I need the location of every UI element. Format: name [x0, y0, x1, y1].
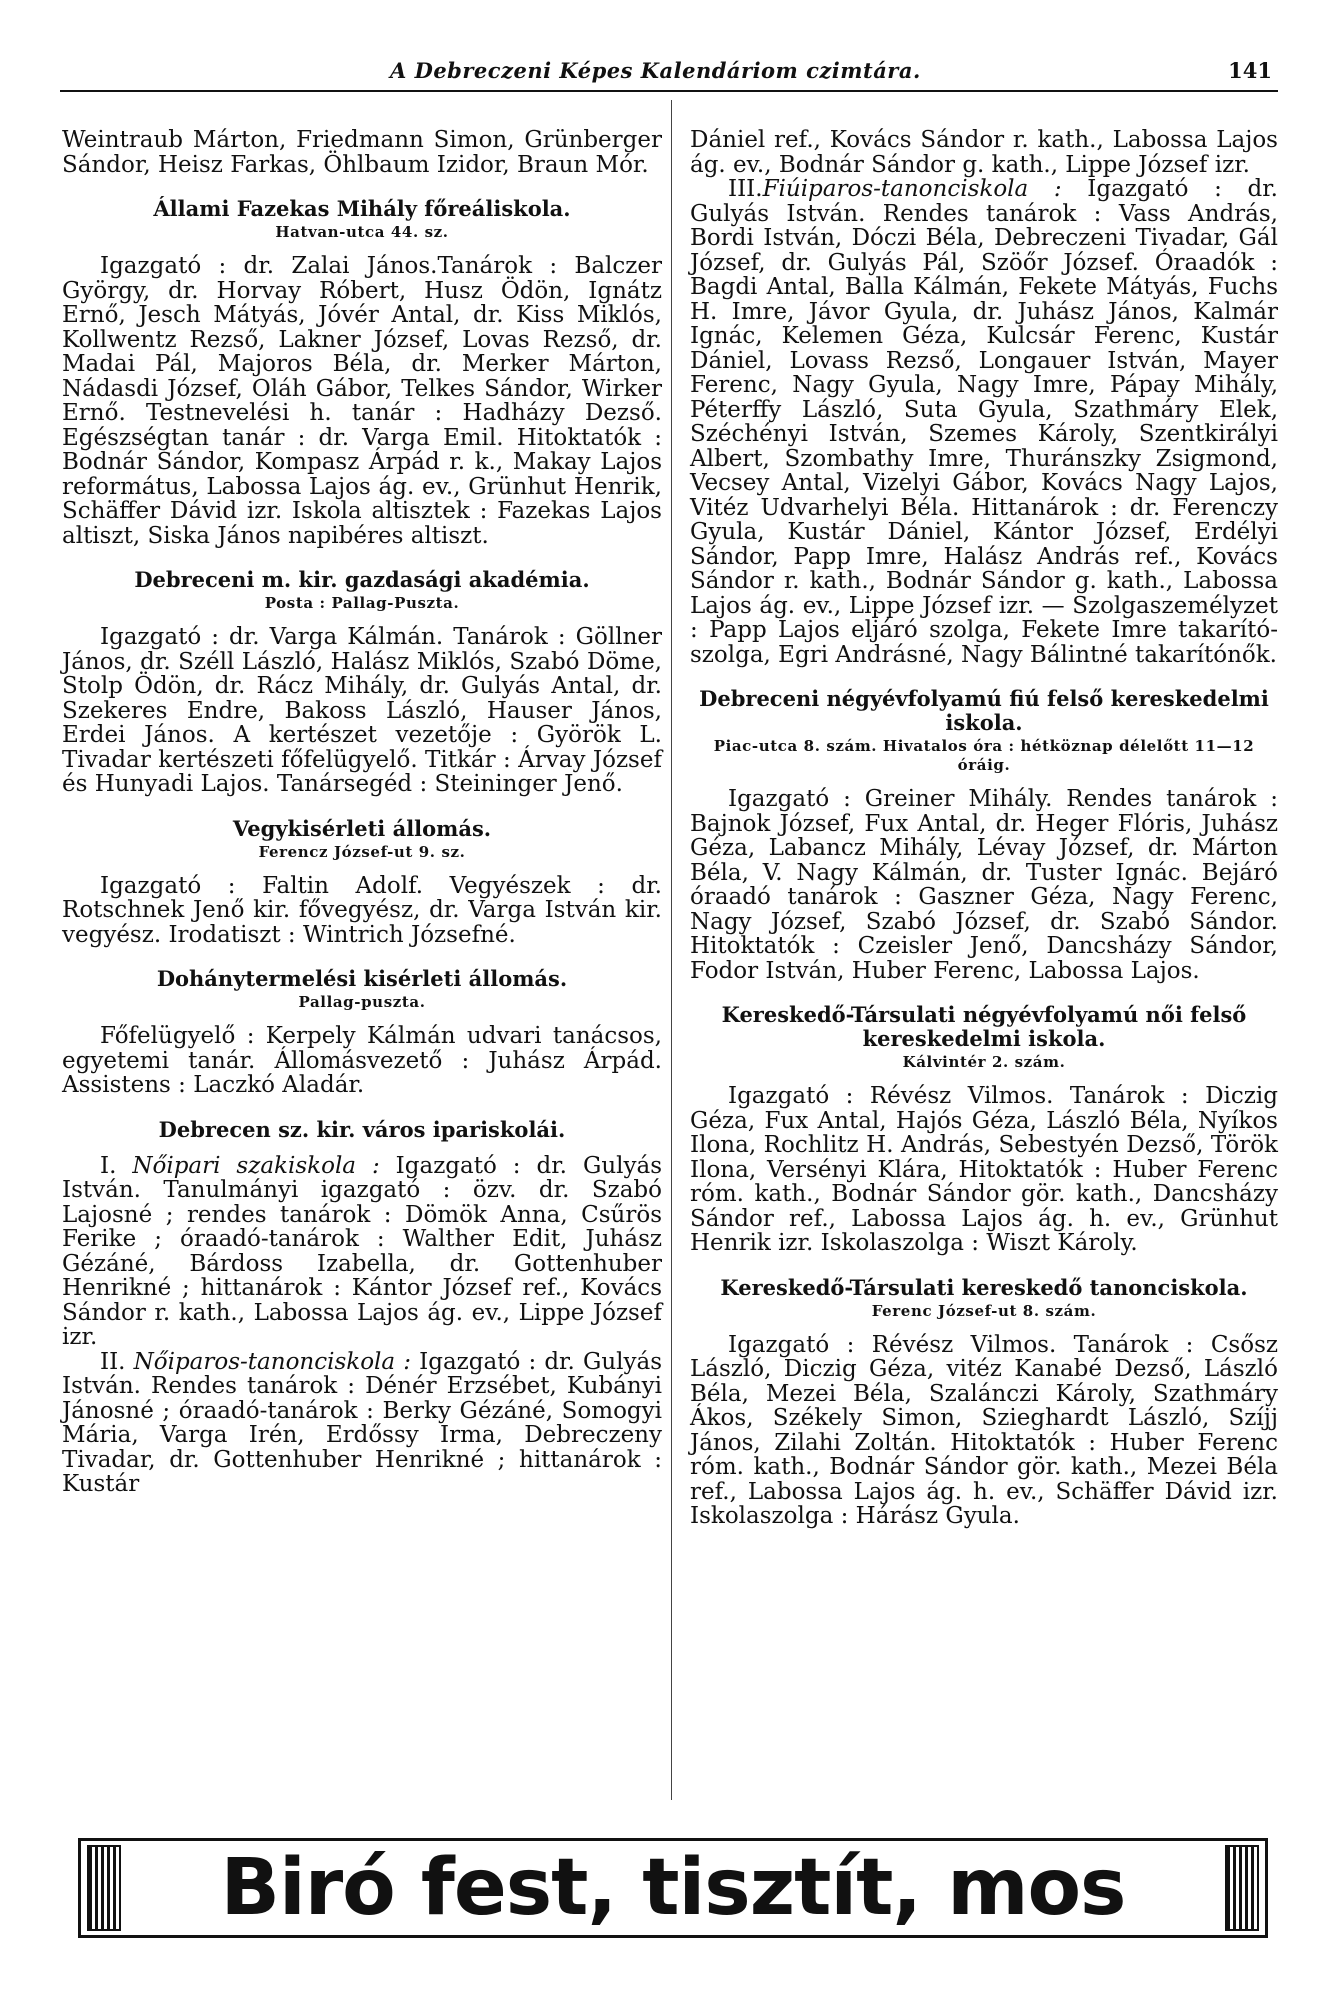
section-heading: Kereskedő-Társulati kereskedő tanonciskola.	[720, 1274, 1248, 1300]
advertisement-slogan: Biró fest, tisztít, mos	[220, 1843, 1126, 1933]
section-address: Pallag-puszta.	[298, 993, 426, 1011]
section-address: Ferenc József-ut 8. szám.	[871, 1301, 1097, 1320]
section-address: Ferencz József-ut 9. sz.	[258, 842, 466, 861]
section-heading: Debreceni m. kir. gazdasági akadémia.	[134, 567, 590, 592]
section-body: Főfelügyelő : Kerpely Kálmán udvari tanácsos, egyetemi tanár. Állomásvezető : Juhász Árpád. Assistens : Laczkó Aladár.	[62, 1023, 662, 1098]
section-heading: Debreceni négyévfolyamú fiú felső kereskedelmi iskola.	[699, 686, 1269, 735]
section-heading: Vegykisérleti állomás.	[232, 815, 492, 841]
ornament-icon	[87, 1845, 121, 1931]
page-number: 141	[1228, 58, 1272, 83]
school-paragraph-3: III.Fiúiparos-tanonciskola : Igazgató : dr. Gulyás István. Rendes tanárok : Vass András, Bordi István, Dóczi Béla, Debreczeni Tivadar, Gál József, dr. Gulyás Pál, Szöőr József. Óraadók : Bagdi Antal, Balla Kálmán, Fekete Mátyás, Fuchs H. Imre, Jávor Gyula, dr. Juhász János, Kalmár Ignác, Kelemen Géza, Kulcsár Ferenc, Kustár Dániel, Lovass Rezső, Longauer István, Mayer Ferenc, Nagy Gyula, Nagy Imre, Pápay Mihály, Péterffy László, Suta Gyula, Szathmáry Elek, Széchényi István, Szemes Károly, Szentkirályi Albert, Szombathy Imre, Thuránszky Zsigmond, Vecsey Antal, Vizelyi Gábor, Kovács Nagy Lajos, Vitéz Udvarhelyi Béla. Hittanárok : dr. Ferenczy Gyula, Kustár Dániel, Kántor József, Erdélyi Sándor, Papp Imre, Halász András ref., Kovács Sándor r. kath., Bodnár Sándor g. kath., Labossa Lajos ág. ev., Lippe József izr. — Szolgaszemélyzet : Papp Lajos eljáró szolga, Fekete Imre takarító-szolga, Egri Andrásné, Nagy Bálintné takarítónők.	[690, 176, 1278, 668]
school-paragraph-2: II. Nőiparos-tanonciskola : Igazgató : dr. Gulyás István. Rendes tanárok : Dénér Erzsébet, Kubányi Jánosné ; óraadó-tanárok : Berky Gézáné, Somogyi Mária, Varga Irén, Erdőssy Irma, Debreczeny Tivadar, dr. Gottenhuber Henrikné ; hittanárok : Kustár	[62, 1348, 663, 1497]
column-divider	[671, 100, 672, 1800]
section-address: Posta : Pallag-Puszta.	[264, 594, 460, 612]
section-body: Igazgató : Révész Vilmos. Tanárok : Csősz László, Diczig Géza, vitéz Kanabé Dezső, László Béla, Mezei Béla, Szalánczi Károly, Szathmáry Ákos, Székely Simon, Szieghardt László, Szíjj János, Zilahi Zoltán. Hitoktatók : Huber Ferenc róm. kath., Bodnár Sándor gör. kath., Mezei Béla ref., Labossa Lajos ág. h. ev., Schäffer Dávid izr. Iskolaszolga : Hárász Gyula.	[690, 1331, 1278, 1529]
running-header	[60, 58, 1278, 98]
continued-paragraph: Dániel ref., Kovács Sándor r. kath., Labossa Lajos ág. ev., Bodnár Sándor g. kath., Lippe József izr.	[690, 127, 1278, 178]
section-body: Igazgató : Faltin Adolf. Vegyészek : dr. Rotschnek Jenő kir. fővegyész, dr. Varga István kir. vegyész. Irodatiszt : Wintrich Józsefné.	[62, 872, 662, 948]
header-rule	[60, 90, 1278, 92]
section-heading: Debrecen sz. kir. város ipariskolái.	[158, 1116, 566, 1142]
right-column	[690, 128, 1278, 1529]
ornament-icon	[1225, 1845, 1259, 1931]
running-title: A Debreczeni Képes Kalendáriom czimtára.	[390, 58, 921, 83]
intro-paragraph: Weintraub Márton, Friedmann Simon, Grünberger Sándor, Heisz Farkas, Öhlbaum Izidor, Braun Mór.	[62, 127, 662, 178]
section-body: Igazgató : Révész Vilmos. Tanárok : Diczig Géza, Fux Antal, Hajós Géza, László Béla, Nyíkos Ilona, Rochlitz H. András, Sebestyén Dezső, Török Ilona, Versényi Klára, Hitoktatók : Huber Ferenc róm. kath., Bodnár Sándor gör. kath., Dancsházy Sándor ref., Labossa Lajos ág. h. ev., Grünhut Henrik izr. Iskolaszolga : Wiszt Károly.	[690, 1083, 1278, 1256]
advertisement-banner	[78, 1838, 1268, 1938]
section-address: Hatvan-utca 44. sz.	[275, 223, 449, 241]
section-heading: Állami Fazekas Mihály főreáliskola.	[153, 196, 571, 221]
section-body: Igazgató : Greiner Mihály. Rendes tanárok : Bajnok József, Fux Antal, dr. Heger Flóris, Juhász Géza, Labancz Mihály, Lévay József, dr. Márton Béla, V. Nagy Kálmán, dr. Tuster Ignác. Bejáró óraadó tanárok : Gaszner Géza, Nagy Ferenc, Nagy József, Szabó József, dr. Szabó Sándor. Hitoktatók : Czeisler Jenő, Dancsházy Sándor, Fodor István, Huber Ferenc, Labossa Lajos.	[690, 786, 1278, 984]
section-body: Igazgató : dr. Zalai János.Tanárok : Balczer György, dr. Horvay Róbert, Husz Ödön, Ignátz Ernő, Jesch Mátyás, Jóvér Antal, dr. Kiss Miklós, Kollwentz Rezső, Lakner József, Lovas Rezső, dr. Madai Pál, Majoros Béla, dr. Merker Márton, Nádasdi József, Oláh Gábor, Telkes Sándor, Wirker Ernő. Testnevelési h. tanár : Hadházy Dezső. Egészségtan tanár : dr. Varga Emil. Hitoktatók : Bodnár Sándor, Kompasz Árpád r. k., Makay Lajos református, Labossa Lajos ág. ev., Grünhut Henrik, Schäffer Dávid izr. Iskola altisztek : Fazekas Lajos altiszt, Siska János napibéres altiszt.	[62, 253, 662, 549]
section-heading: Kereskedő-Társulati négyévfolyamú női felső kereskedelmi iskola.	[721, 1002, 1247, 1051]
section-body: Igazgató : dr. Varga Kálmán. Tanárok : Göllner János, dr. Széll László, Halász Miklós, Szabó Döme, Stolp Ödön, dr. Rácz Mihály, dr. Gulyás Antal, dr. Szekeres Endre, Bakoss László, Hauser János, Erdei János. A kertészet vezetője : Györök L. Tivadar kertészeti főfelügyelő. Titkár : Árvay József és Hunyadi Lajos. Tanársegéd : Steininger Jenő.	[62, 624, 662, 797]
left-column	[62, 128, 662, 1497]
section-heading: Dohánytermelési kisérleti állomás.	[156, 966, 568, 991]
section-address: Kálvintér 2. szám.	[902, 1053, 1066, 1071]
school-paragraph-1: I. Nőipari szakiskola : Igazgató : dr. Gulyás István. Tanulmányi igazgató : özv. dr. Szabó Lajosné ; rendes tanárok : Dömök Anna, Csűrös Ferike ; óraadó-tanárok : Walther Edit, Juhász Gézáné, Bárdoss Izabella, dr. Gottenhuber Henrikné ; hittanárok : Kántor József ref., Kovács Sándor r. kath., Labossa Lajos ág. ev., Lippe József izr.	[62, 1152, 662, 1350]
section-address: Piac-utca 8. szám. Hivatalos óra : hétköznap délelőtt 11—12 óráig.	[713, 737, 1255, 774]
